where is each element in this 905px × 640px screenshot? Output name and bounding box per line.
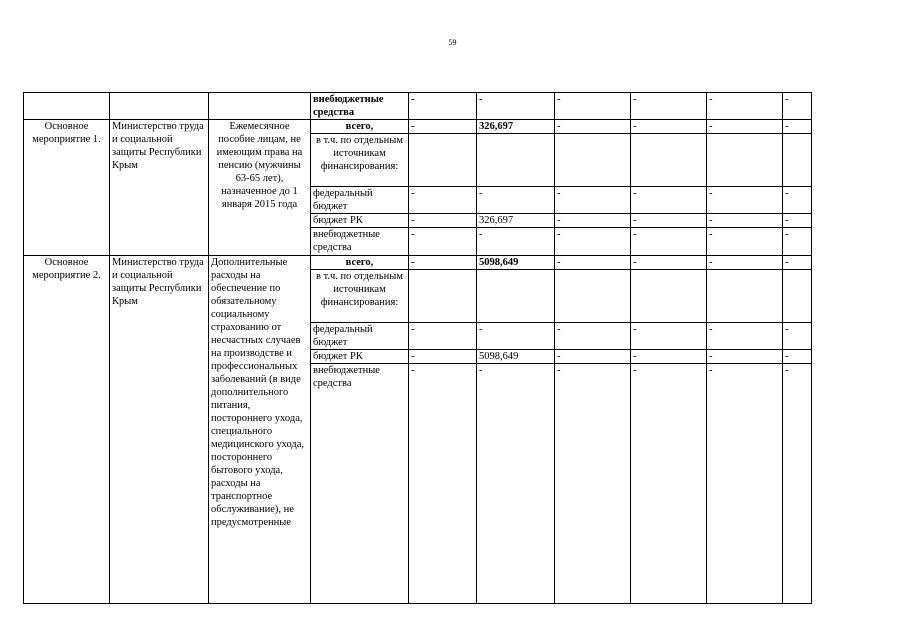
activity-name-cell: Основное мероприятие 2. xyxy=(24,256,110,604)
funding-source-cell: федеральный бюджет xyxy=(311,323,409,350)
value-cell: - xyxy=(631,93,707,120)
value-cell xyxy=(707,270,783,323)
value-cell xyxy=(555,134,631,187)
description-cell xyxy=(209,93,311,120)
value-cell: - xyxy=(631,187,707,214)
value-cell: 326,697 xyxy=(477,120,555,134)
value-cell: - xyxy=(477,228,555,256)
funding-source-cell: в т.ч. по отдельным источникам финансирования: xyxy=(311,270,409,323)
value-cell: - xyxy=(631,364,707,604)
budget-table xyxy=(23,92,812,604)
value-cell: - xyxy=(707,187,783,214)
value-cell: - xyxy=(409,323,477,350)
description-cell: Ежемесячное пособие лицам, не имеющим права на пенсию (мужчины 63-65 лет), назначенное до 1 января 2015 года xyxy=(209,120,311,256)
value-cell: - xyxy=(783,350,812,364)
value-cell: - xyxy=(409,350,477,364)
value-cell xyxy=(631,270,707,323)
value-cell xyxy=(783,134,812,187)
value-cell: - xyxy=(555,228,631,256)
funding-source-cell: всего, xyxy=(311,120,409,134)
value-cell: - xyxy=(783,93,812,120)
value-cell: - xyxy=(477,93,555,120)
value-cell: - xyxy=(707,228,783,256)
value-cell xyxy=(409,134,477,187)
value-cell: - xyxy=(707,323,783,350)
value-cell: - xyxy=(631,350,707,364)
value-cell: - xyxy=(631,256,707,270)
value-cell: - xyxy=(707,93,783,120)
value-cell: - xyxy=(409,93,477,120)
funding-source-cell: внебюджетные средства xyxy=(311,228,409,256)
table-row xyxy=(24,120,812,134)
value-cell xyxy=(409,270,477,323)
description-cell: Дополнительные расходы на обеспечение по обязательному социальному страхованию от несчастных случаев на производстве и профессиональных заболеваний (в виде дополнительного питания, постороннего ухода, специального медицинского ухода, постороннего бытового ухода, расходы на транспортное обслуживание), не предусмотренные xyxy=(209,256,311,604)
funding-source-cell: федеральный бюджет xyxy=(311,187,409,214)
value-cell: 5098,649 xyxy=(477,256,555,270)
activity-name-cell xyxy=(24,93,110,120)
value-cell: 326,697 xyxy=(477,214,555,228)
executor-cell: Министерство труда и социальной защиты Республики Крым xyxy=(110,256,209,604)
value-cell: - xyxy=(409,120,477,134)
value-cell: - xyxy=(631,323,707,350)
value-cell: - xyxy=(555,364,631,604)
value-cell: - xyxy=(555,120,631,134)
value-cell: - xyxy=(631,120,707,134)
value-cell: - xyxy=(409,214,477,228)
funding-source-cell: бюджет РК xyxy=(311,350,409,364)
value-cell: - xyxy=(477,187,555,214)
funding-source-cell: внебюджетные средства xyxy=(311,364,409,604)
value-cell: - xyxy=(707,120,783,134)
value-cell: - xyxy=(409,256,477,270)
value-cell: - xyxy=(555,187,631,214)
value-cell: - xyxy=(477,323,555,350)
value-cell: - xyxy=(631,228,707,256)
value-cell: - xyxy=(783,364,812,604)
value-cell: - xyxy=(783,323,812,350)
value-cell: - xyxy=(783,187,812,214)
activity-name-cell: Основное мероприятие 1. xyxy=(24,120,110,256)
funding-source-cell: в т.ч. по отдельным источникам финансирования: xyxy=(311,134,409,187)
value-cell xyxy=(707,134,783,187)
funding-source-cell: бюджет РК xyxy=(311,214,409,228)
value-cell: - xyxy=(783,228,812,256)
value-cell: - xyxy=(409,228,477,256)
table-row xyxy=(24,93,812,120)
value-cell: - xyxy=(783,214,812,228)
value-cell: - xyxy=(707,350,783,364)
value-cell xyxy=(783,270,812,323)
value-cell: - xyxy=(555,323,631,350)
funding-source-cell: внебюджетные средства xyxy=(311,93,409,120)
value-cell: - xyxy=(707,214,783,228)
value-cell: - xyxy=(707,256,783,270)
value-cell: - xyxy=(631,214,707,228)
value-cell: - xyxy=(477,364,555,604)
value-cell: - xyxy=(555,93,631,120)
value-cell: - xyxy=(555,214,631,228)
value-cell: 5098,649 xyxy=(477,350,555,364)
value-cell: - xyxy=(409,364,477,604)
executor-cell xyxy=(110,93,209,120)
value-cell xyxy=(477,134,555,187)
value-cell: - xyxy=(555,350,631,364)
page-number: 59 xyxy=(448,38,457,47)
value-cell: - xyxy=(783,120,812,134)
value-cell xyxy=(477,270,555,323)
value-cell: - xyxy=(555,256,631,270)
value-cell xyxy=(555,270,631,323)
table-row xyxy=(24,256,812,270)
funding-source-cell: всего, xyxy=(311,256,409,270)
value-cell: - xyxy=(783,256,812,270)
value-cell: - xyxy=(409,187,477,214)
value-cell xyxy=(631,134,707,187)
value-cell: - xyxy=(707,364,783,604)
executor-cell: Министерство труда и социальной защиты Республики Крым xyxy=(110,120,209,256)
